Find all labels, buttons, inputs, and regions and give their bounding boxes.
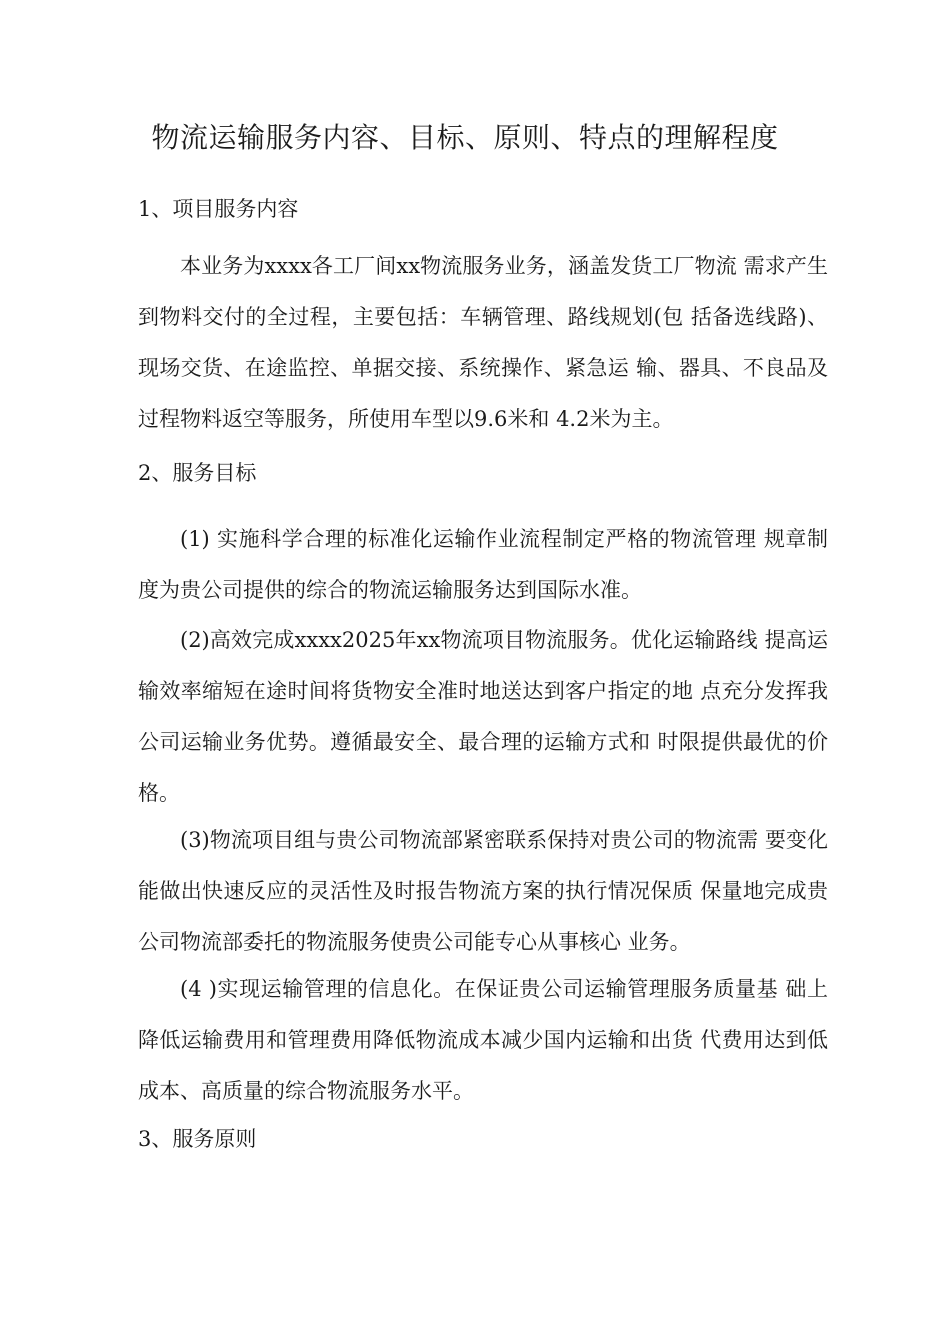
- goal-item-3: (3)物流项目组与贵公司物流部紧密联系保持对贵公司的物流需 要变化能做出快速反应的灵活性及时报告物流方案的执行情况保质 保量地完成贵公司物流部委托的物流服务使贵公司能专心从事核心 业务。: [138, 828, 828, 954]
- goal-item-2: (2)高效完成xxxx2025年xx物流项目物流服务。优化运输路线 提高运输效率缩短在途时间将货物安全准时地送达到客户指定的地 点充分发挥我公司运输业务优势。遵循最安全、最合理的运输方式和 时限提供最优的价格。: [138, 628, 828, 805]
- goal-item-1: (1) 实施科学合理的标准化运输作业流程制定严格的物流管理 规章制度为贵公司提供的综合的物流运输服务达到国际水准。: [138, 527, 828, 602]
- paragraph-service-content: 本业务为xxxx各工厂间xx物流服务业务，涵盖发货工厂物流 需求产生到物料交付的全过程，主要包括：车辆管理、路线规划(包 括备选线路)、现场交货、在途监控、单据交接、系统操作、紧急运 输、器具、不良品及过程物料返空等服务，所使用车型以9.6米和 4.2米为主。: [138, 254, 828, 431]
- section-heading-service-content: 1、项目服务内容: [138, 197, 299, 221]
- page-title: 物流运输服务内容、目标、原则、特点的理解程度: [151, 121, 779, 154]
- goal-item-4: (4 )实现运输管理的信息化。在保证贵公司运输管理服务质量基 础上降低运输费用和管理费用降低物流成本减少国内运输和出货 代费用达到低成本、高质量的综合物流服务水平。: [138, 977, 828, 1103]
- section-heading-service-goals: 2、服务目标: [138, 461, 257, 485]
- section-heading-service-principles: 3、服务原则: [138, 1127, 257, 1151]
